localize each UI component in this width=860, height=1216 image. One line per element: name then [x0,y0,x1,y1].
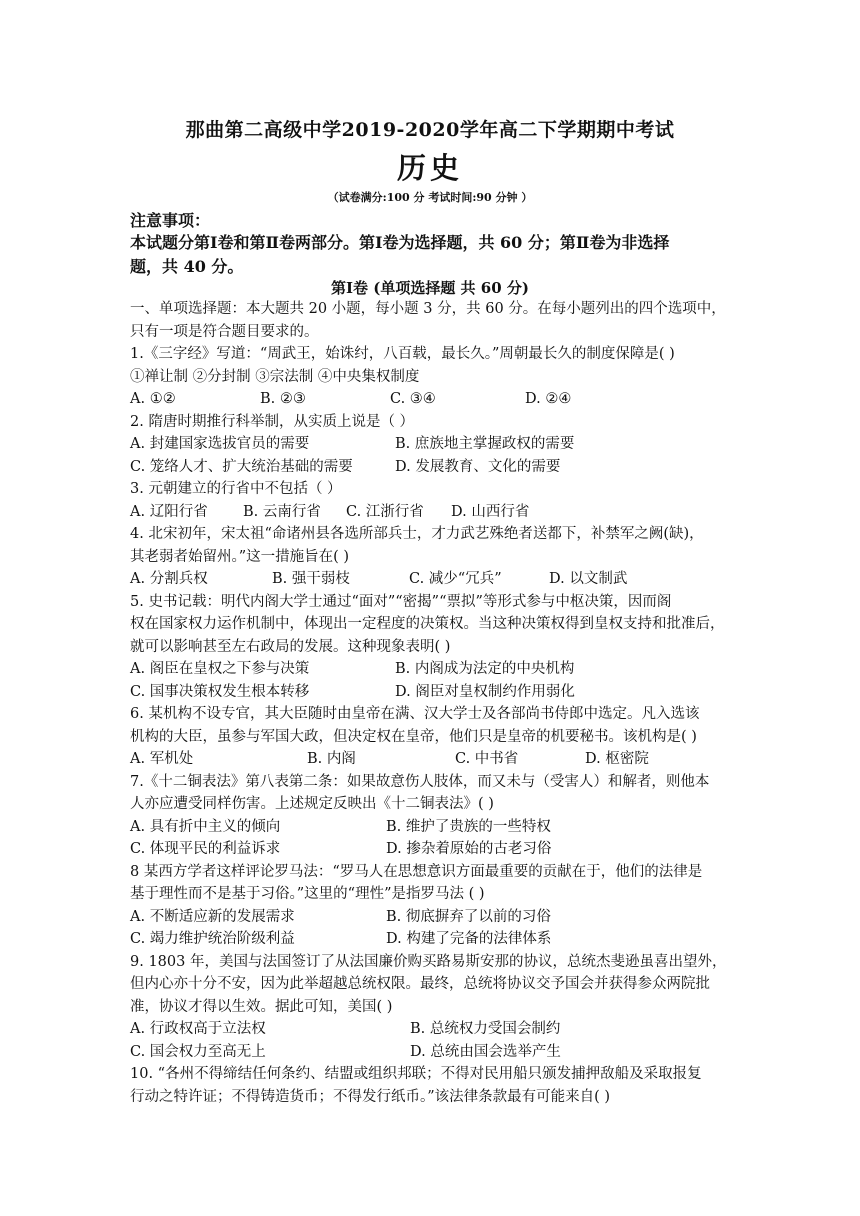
option-row [130,681,730,704]
option-row [130,838,730,861]
question-stem: 权在国家权力运作机制中，体现出一定程度的决策权。当这种决策权得到皇权支持和批准后， [130,616,725,632]
option-c: C. ③④ [390,391,436,407]
question-stem: 8 某西方学者这样评论罗马法：“罗马人在思想意识方面最重要的贡献在于，他们的法律是 [130,863,703,880]
option-row [130,568,730,591]
question-stem: 但内心亦十分不安，因为此举超越总统权限。最终，总统将协议交予国会并获得参众两院批 [130,976,710,992]
option-d: D. 山西行省 [451,503,530,520]
exam-meta: （试卷满分:100 分 考试时间:90 分钟 ） [327,191,533,204]
question-stem: 准，协议才得以生效。据此可知，美国( ) [130,998,393,1015]
option-b: B. 强干弱枝 [272,571,350,587]
option-row [130,501,730,524]
option-c: C. 江浙行省 [346,503,424,520]
question-stem: 1.《三字经》写道：“周武王，始诛纣，八百载，最长久。”周朝最长久的制度保障是( ) [130,346,675,362]
question-stem: 人亦应遭受同样伤害。上述规定反映出《十二铜表法》( ) [130,796,494,812]
question-stem: 7.《十二铜表法》第八表第二条：如果故意伤人肢体，而又未与（受害人）和解者，则他本 [130,773,710,790]
option-b: B. 云南行省 [243,503,321,520]
option-row [130,906,730,929]
question-stem: 4. 北宋初年，宋太祖“命诸州县各选所部兵士，才力武艺殊绝者送都下，补禁军之阙(缺)， [130,526,704,542]
section-heading: 第Ⅰ卷 (单项选择题 共 60 分) [331,279,529,297]
option-b: B. 内阁 [307,751,356,767]
question-stem: 就可以影响甚至左右政局的发展。这种现象表明( ) [130,638,451,655]
option-d: D. 以文制武 [549,571,628,587]
option-d: D. 总统由国会选举产生 [410,1043,561,1060]
question-stem: 5. 史书记载：明代内阁大学士通过“面对”“密揭”“票拟”等形式参与中枢决策，因而阁 [130,593,672,610]
option-c: C. 国事决策权发生根本转移 [130,683,310,700]
option-c: C. 竭力维护统治阶级利益 [130,931,295,947]
option-a: A. 辽阳行省 [130,503,208,520]
question-stem: 10. “各州不得缔结任何条约、结盟或组织邦联；不得对民用船只颁发捕押敌船及采取报复 [130,1066,702,1082]
option-c: C. 笼络人才、扩大统治基础的需要 [130,458,353,475]
option-row [130,1018,730,1041]
option-c: C. 国会权力至高无上 [130,1043,266,1060]
option-c: C. 中书省 [455,751,519,767]
notice-line: 本试题分第Ⅰ卷和第Ⅱ卷两部分。第Ⅰ卷为选择题，共 60 分；第Ⅱ卷为非选择 [130,233,670,252]
notice-title: 注意事项： [130,211,211,230]
option-a: A. 阁臣在皇权之下参与决策 [130,661,310,677]
option-b: B. ②③ [260,391,306,407]
option-row [130,658,730,681]
option-a: A. ①② [130,391,176,407]
option-a: A. 行政权高于立法权 [130,1021,266,1037]
exam-title: 那曲第二高级中学2019-2020学年高二下学期期中考试 [185,119,675,141]
question-stem: 9. 1803 年，美国与法国签订了从法国廉价购买路易斯安那的协议，总统杰斐逊虽喜出望外， [130,953,727,970]
option-row [130,816,730,839]
option-row [130,748,730,771]
notice-body [130,231,730,279]
notice-line: 题，共 40 分。 [130,257,244,276]
option-c: C. 减少“冗兵” [409,571,502,587]
question-stem: 机构的大臣，虽参与军国大政，但决定权在皇帝，他们只是皇帝的机要秘书。该机构是( ) [130,728,697,745]
option-b: B. 内阁成为法定的中央机构 [395,661,575,677]
option-row [130,456,730,479]
section-intro: 一、单项选择题：本大题共 20 小题，每小题 3 分，共 60 分。在每小题列出的四个选项中， [130,301,726,317]
option-a: A. 不断适应新的发展需求 [130,908,295,925]
question-stem: 3. 元朝建立的行省中不包括（ ） [130,481,342,497]
option-d: D. 阁臣对皇权制约作用弱化 [395,683,575,700]
question-stem: 行动之特许证；不得铸造货币；不得发行纸币。”该法律条款最有可能来自( ) [130,1088,611,1105]
option-d: D. 掺杂着原始的古老习俗 [386,841,552,857]
option-a: A. 军机处 [130,751,194,767]
option-a: A. 分割兵权 [130,571,208,587]
question-stem: 其老弱者始留州。”这一措施旨在( ) [130,548,350,565]
option-c: C. 体现平民的利益诉求 [130,841,281,857]
option-d: D. 枢密院 [585,751,649,767]
option-b: B. 彻底摒弃了以前的习俗 [386,908,551,925]
option-d: D. 构建了完备的法律体系 [386,931,552,947]
section-intro: 只有一项是符合题目要求的。 [130,323,319,340]
subject-title: 历史 [396,151,463,185]
question-stem: 2. 隋唐时期推行科举制，从实质上说是（ ） [130,413,415,430]
option-b: B. 庶族地主掌握政权的需要 [395,436,575,452]
option-b: B. 维护了贵族的一些特权 [386,818,551,835]
option-row [130,1041,730,1064]
option-row [130,433,730,456]
option-a: A. 具有折中主义的倾向 [130,818,281,835]
question-stem: ①禅让制 ②分封制 ③宗法制 ④中央集权制度 [130,368,420,385]
option-row [130,388,730,411]
option-a: A. 封建国家选拔官员的需要 [130,436,310,452]
question-stem: 基于理性而不是基于习俗。”这里的“理性”是指罗马法 ( ) [130,886,485,902]
question-stem: 6. 某机构不设专官，其大臣随时由皇帝在满、汉大学士及各部尚书侍郎中选定。凡入选该 [130,706,700,722]
option-d: D. ②④ [525,391,572,407]
option-d: D. 发展教育、文化的需要 [395,458,561,475]
question-list [130,298,730,1108]
option-b: B. 总统权力受国会制约 [410,1021,561,1037]
option-row [130,928,730,951]
